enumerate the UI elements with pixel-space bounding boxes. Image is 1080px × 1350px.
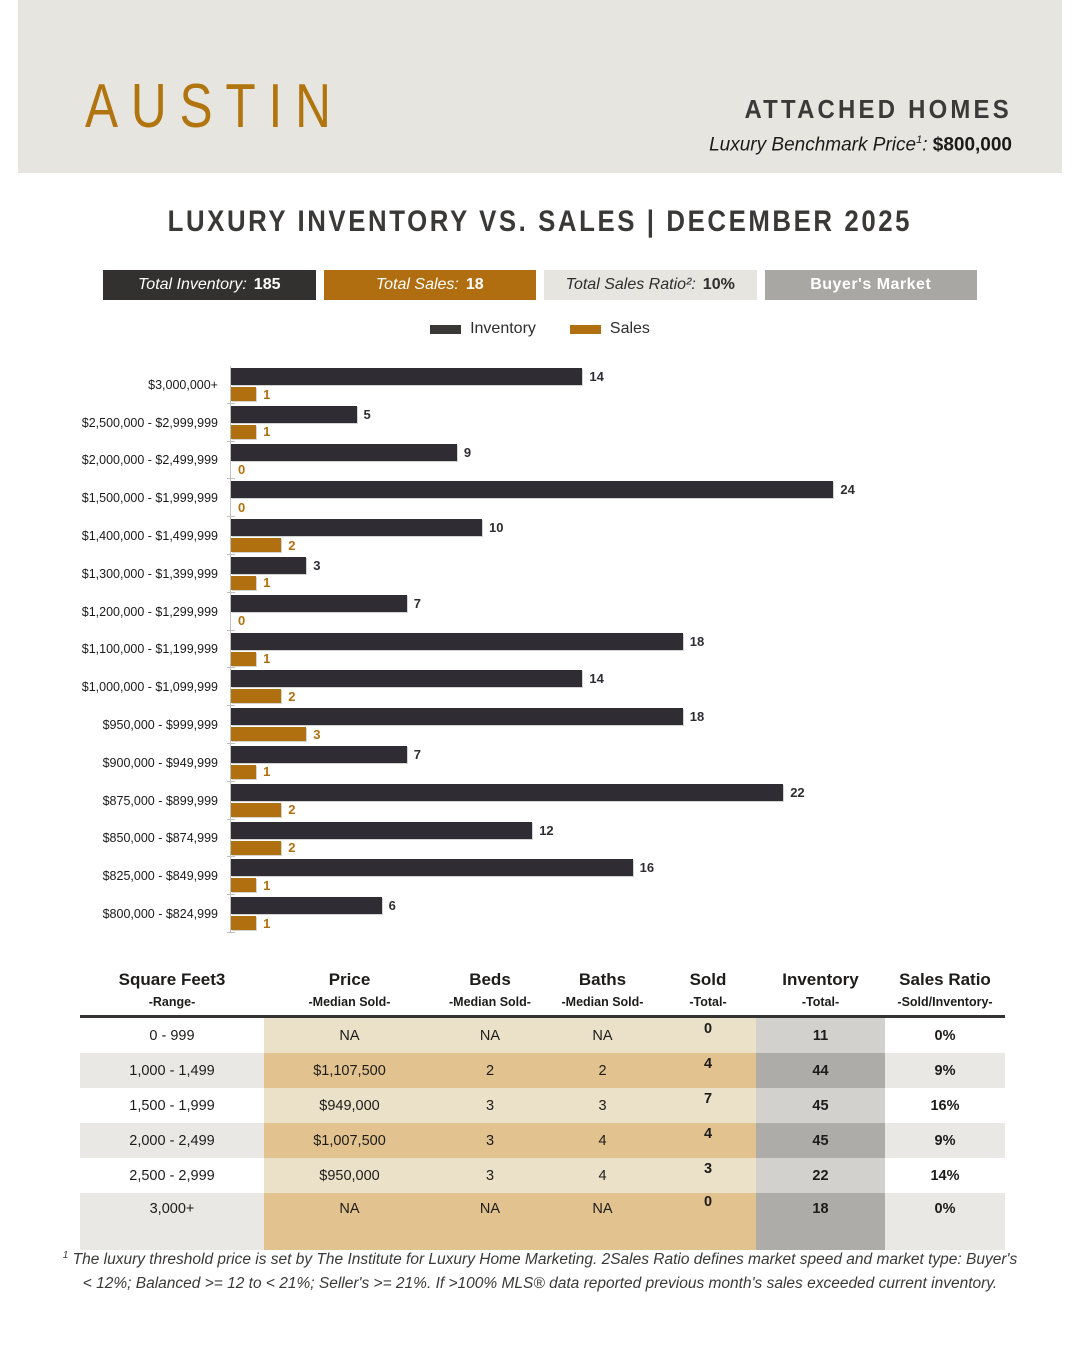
legend-swatch-icon <box>430 325 461 334</box>
table-cell <box>435 1053 545 1088</box>
table-row <box>80 1158 1005 1193</box>
inventory-bar-line <box>231 859 1080 876</box>
table-cell-value: NA <box>592 1027 613 1044</box>
table-cell-value: NA <box>592 1201 613 1217</box>
inventory-bar-line <box>231 708 1080 725</box>
table-cell <box>264 1158 435 1193</box>
sales-value-label: 2 <box>288 537 296 553</box>
stat-badge-value: 18 <box>465 276 484 293</box>
sales-bar <box>231 425 256 439</box>
table-cell <box>885 1053 1005 1088</box>
inventory-value-label: 12 <box>539 822 554 838</box>
inventory-bar-line <box>231 519 1080 536</box>
table-cell <box>756 1193 885 1250</box>
inventory-bar <box>231 633 683 650</box>
table-cell <box>545 1193 660 1250</box>
table-cell <box>435 1158 545 1193</box>
legend-item <box>570 320 650 338</box>
table-cell <box>660 1053 756 1088</box>
sales-bar-line <box>231 576 1080 590</box>
chart-bars <box>230 517 1080 555</box>
sales-bar <box>231 727 306 741</box>
sales-bar-line <box>231 878 1080 892</box>
table-cell-value: NA <box>479 1027 501 1044</box>
sales-bar-line <box>231 652 1080 666</box>
chart-category-label: $800,000 - $824,999 <box>102 907 218 922</box>
inventory-bar <box>231 557 306 574</box>
table-row <box>80 1123 1005 1158</box>
benchmark-value: $800,000 <box>932 134 1012 156</box>
chart-category-row <box>0 631 1080 669</box>
inventory-bar-line <box>231 406 1080 423</box>
table-cell-value: 4 <box>703 1125 713 1142</box>
inventory-bar <box>231 595 407 612</box>
sales-value-label: 0 <box>238 462 246 478</box>
city-logo: AUSTIN <box>85 72 344 141</box>
sales-bar <box>231 841 281 855</box>
sales-value-label: 1 <box>263 877 271 893</box>
sales-bar <box>231 576 256 590</box>
table-cell-value: 0% <box>934 1027 956 1044</box>
table-cell <box>545 1018 660 1053</box>
inventory-value-label: 24 <box>840 482 855 498</box>
chart-category-row <box>0 782 1080 820</box>
sales-bar <box>231 387 256 401</box>
table-cell <box>435 1018 545 1053</box>
stat-badge-label: Total Inventory: <box>137 276 247 293</box>
chart-category-label: $1,200,000 - $1,299,999 <box>81 604 218 619</box>
table-cell-value: 16% <box>930 1097 960 1114</box>
footnote-text: The luxury threshold price is set by The Institute for Luxury Home Marketing. 2Sales Ratio defines market speed and market type: Buyer's < 12%; Balanced >= 12 to < 21%; Seller's >= 21%. If >100% MLS® data reported previous month's sales exceeded current inventory. <box>68 1251 1018 1293</box>
footnote <box>60 1248 1020 1296</box>
sales-value-label: 0 <box>238 613 246 629</box>
table-row <box>80 1053 1005 1088</box>
inventory-value-label: 14 <box>589 671 604 687</box>
sales-value-label: 1 <box>263 915 271 931</box>
chart-category-row <box>0 857 1080 895</box>
sales-value-label: 1 <box>263 424 271 440</box>
chart-category-row <box>0 744 1080 782</box>
sales-bar-line <box>231 387 1080 401</box>
stat-badge-value: 10% <box>702 276 735 293</box>
table-cell-value: NA <box>339 1027 360 1044</box>
sales-value-label: 1 <box>263 575 271 591</box>
chart-bars <box>230 744 1080 782</box>
table-row <box>80 1193 1005 1250</box>
table-header-subtitle: -Median Sold- <box>449 995 531 1009</box>
table-cell-value: 11 <box>812 1027 829 1044</box>
chart-category-label: $875,000 - $899,999 <box>102 793 218 808</box>
sales-value-label: 1 <box>263 651 271 667</box>
chart-category-row <box>0 404 1080 442</box>
chart-category-label: $2,500,000 - $2,999,999 <box>81 415 218 430</box>
table-cell-value: $949,000 <box>319 1097 380 1114</box>
inventory-bar <box>231 481 833 498</box>
table-cell <box>660 1088 756 1123</box>
table-cell-value: 3 <box>703 1160 713 1177</box>
sales-value-label: 3 <box>313 726 321 742</box>
inventory-value-label: 7 <box>413 746 421 762</box>
inventory-value-label: 6 <box>388 898 396 914</box>
inventory-bar-line <box>231 633 1080 650</box>
chart-category-label: $1,100,000 - $1,199,999 <box>81 642 218 657</box>
table-cell <box>756 1053 885 1088</box>
table-cell <box>264 1053 435 1088</box>
chart-category-label: $1,500,000 - $1,999,999 <box>81 491 218 506</box>
table-cell <box>545 1158 660 1193</box>
table-cell <box>756 1158 885 1193</box>
table-header-subtitle: -Median Sold- <box>308 995 391 1009</box>
table-header-cell <box>80 966 264 1009</box>
sales-bar-line <box>231 500 1080 514</box>
chart-bars <box>230 593 1080 631</box>
inventory-bar-line <box>231 670 1080 687</box>
table-cell <box>756 1123 885 1158</box>
inventory-bar-line <box>231 444 1080 461</box>
table-cell <box>885 1018 1005 1053</box>
table-cell <box>885 1088 1005 1123</box>
sales-value-label: 0 <box>238 499 246 515</box>
title-wrap <box>0 205 1080 239</box>
table-cell-value: 2 <box>485 1062 495 1079</box>
table-cell-value: 22 <box>812 1167 829 1184</box>
table-cell <box>756 1018 885 1053</box>
table-cell-value: $1,007,500 <box>313 1132 386 1149</box>
chart-category-label: $825,000 - $849,999 <box>102 869 218 884</box>
sales-bar-line <box>231 425 1080 439</box>
table-cell <box>660 1018 756 1053</box>
table-cell-value: 4 <box>598 1167 607 1184</box>
chart-category-row <box>0 555 1080 593</box>
table-cell-value: 0 <box>703 1020 713 1037</box>
table-cell <box>885 1158 1005 1193</box>
inventory-bar-line <box>231 481 1080 498</box>
stat-badge <box>544 270 757 300</box>
table-cell <box>80 1158 264 1193</box>
table-cell-value: 3,000+ <box>149 1201 195 1217</box>
table-row <box>80 1088 1005 1123</box>
table-cell <box>264 1088 435 1123</box>
table-row <box>80 1018 1005 1053</box>
sales-bar-line <box>231 803 1080 817</box>
sales-bar-line <box>231 765 1080 779</box>
table-cell <box>435 1123 545 1158</box>
table-cell <box>264 1018 435 1053</box>
table-cell-value: 3 <box>485 1097 495 1114</box>
chart-category-row <box>0 366 1080 404</box>
table-cell <box>545 1053 660 1088</box>
chart-bars <box>230 442 1080 480</box>
table-header-cell <box>756 966 885 1009</box>
table-cell-value: 4 <box>598 1132 607 1149</box>
inventory-bar-line <box>231 746 1080 763</box>
stat-badge <box>765 270 978 300</box>
inventory-bar-line <box>231 822 1080 839</box>
chart-bars <box>230 555 1080 593</box>
inventory-value-label: 16 <box>639 860 655 876</box>
sales-bar-line <box>231 614 1080 628</box>
table-cell-value: 0% <box>934 1201 956 1217</box>
chart-bars <box>230 857 1080 895</box>
table-cell-value: 1,500 - 1,999 <box>129 1097 215 1114</box>
sales-bar-line <box>231 689 1080 703</box>
table-cell-value: 45 <box>812 1097 829 1114</box>
stat-badge <box>103 270 316 300</box>
inventory-value-label: 18 <box>689 709 705 725</box>
sales-bar <box>231 803 281 817</box>
sales-bar <box>231 689 281 703</box>
chart-bars <box>230 820 1080 858</box>
inventory-bar <box>231 784 783 801</box>
chart-bars <box>230 479 1080 517</box>
chart-bars <box>230 782 1080 820</box>
legend-label: Sales <box>609 320 650 337</box>
chart-category-row <box>0 820 1080 858</box>
inventory-bar <box>231 444 457 461</box>
inventory-bar <box>231 519 482 536</box>
table-cell-value: 3 <box>485 1167 495 1184</box>
chart-bars <box>230 668 1080 706</box>
table-header-cell <box>660 966 756 1009</box>
table-cell <box>80 1088 264 1123</box>
table-header-row <box>80 966 1005 1018</box>
chart-category-label: $2,000,000 - $2,499,999 <box>81 453 218 468</box>
chart-category-label: $1,000,000 - $1,099,999 <box>81 680 218 695</box>
table-cell-value: 9% <box>934 1132 956 1149</box>
sales-bar-line <box>231 538 1080 552</box>
sales-bar-line <box>231 463 1080 477</box>
table-cell <box>80 1193 264 1250</box>
table-cell <box>264 1123 435 1158</box>
chart-bars <box>230 706 1080 744</box>
benchmark-footnote-marker: 1 <box>916 134 923 146</box>
sales-bar-line <box>231 916 1080 930</box>
stat-badges <box>103 270 977 300</box>
inventory-bar <box>231 897 382 914</box>
chart-category-row <box>0 668 1080 706</box>
table-header-cell <box>435 966 545 1009</box>
inventory-bar <box>231 708 683 725</box>
summary-table <box>80 966 1005 1250</box>
sales-bar <box>231 916 256 930</box>
table-cell <box>885 1193 1005 1250</box>
chart-category-label: $1,300,000 - $1,399,999 <box>81 566 218 581</box>
chart-category-label: $850,000 - $874,999 <box>102 831 218 846</box>
stat-badge-label: Buyer's Market <box>810 276 932 293</box>
chart-category-label: $900,000 - $949,999 <box>102 755 218 770</box>
table-cell <box>435 1193 545 1250</box>
table-cell <box>545 1088 660 1123</box>
sales-value-label: 2 <box>288 840 296 856</box>
footnote-marker: 1 <box>62 1250 69 1261</box>
table-header-subtitle: -Total- <box>689 995 727 1009</box>
table-cell-value: 18 <box>812 1201 829 1217</box>
segment-title: ATTACHED HOMES <box>744 94 1012 124</box>
inventory-value-label: 10 <box>489 520 504 536</box>
benchmark-label: Luxury Benchmark Price <box>709 134 917 156</box>
table-cell <box>545 1123 660 1158</box>
table-header-subtitle: -Median Sold- <box>561 995 644 1009</box>
sales-bar <box>231 652 256 666</box>
stat-badge-label: Total Sales Ratio²: <box>565 276 696 293</box>
table-cell-value: 2 <box>598 1062 607 1079</box>
inventory-bar <box>231 368 582 385</box>
page-title: LUXURY INVENTORY VS. SALES | DECEMBER 2025 <box>167 205 913 238</box>
sales-value-label: 1 <box>263 386 271 402</box>
stat-badge-value: 185 <box>253 276 281 293</box>
table-cell-value: 9% <box>934 1062 956 1079</box>
chart-category-row <box>0 517 1080 555</box>
table-cell-value: 0 - 999 <box>149 1027 195 1044</box>
sales-bar-line <box>231 841 1080 855</box>
table-header-title: Baths <box>578 970 627 989</box>
sales-bar-line <box>231 727 1080 741</box>
table-cell <box>80 1053 264 1088</box>
chart-category-row <box>0 706 1080 744</box>
table-cell-value: 2,500 - 2,999 <box>129 1167 215 1184</box>
table-cell-value: $950,000 <box>319 1167 380 1184</box>
chart-category-row <box>0 895 1080 933</box>
chart-bars <box>230 404 1080 442</box>
inventory-bar <box>231 746 407 763</box>
table-cell-value: 14% <box>930 1167 960 1184</box>
table-cell-value: 2,000 - 2,499 <box>129 1132 215 1149</box>
table-body <box>80 1018 1005 1250</box>
sales-value-label: 1 <box>263 764 271 780</box>
table-header-title: Square Feet3 <box>118 970 226 989</box>
inventory-bar <box>231 406 357 423</box>
table-cell <box>885 1123 1005 1158</box>
chart-category-row <box>0 479 1080 517</box>
table-cell-value: 1,000 - 1,499 <box>129 1062 215 1079</box>
header-right <box>709 94 1012 156</box>
inventory-value-label: 7 <box>413 595 421 611</box>
inventory-bar-line <box>231 595 1080 612</box>
legend-label: Inventory <box>470 320 536 337</box>
chart-legend <box>0 320 1080 338</box>
benchmark-separator: : <box>922 134 933 156</box>
inventory-value-label: 3 <box>313 557 321 573</box>
table-header-title: Sales Ratio <box>899 970 991 989</box>
inventory-value-label: 22 <box>790 784 805 800</box>
table-cell-value: 3 <box>485 1132 495 1149</box>
table-cell-value: $1,107,500 <box>313 1062 386 1079</box>
sales-value-label: 2 <box>288 688 296 704</box>
table-cell <box>756 1088 885 1123</box>
table-cell <box>264 1193 435 1250</box>
inventory-bar-line <box>231 897 1080 914</box>
chart-bars <box>230 895 1080 933</box>
chart-category-label: $950,000 - $999,999 <box>102 718 218 733</box>
chart-category-row <box>0 593 1080 631</box>
legend-swatch-icon <box>570 325 601 334</box>
table-header-title: Price <box>328 970 371 989</box>
chart-category-label: $3,000,000+ <box>148 377 218 392</box>
table-cell <box>660 1193 756 1250</box>
benchmark-price <box>709 134 1012 156</box>
legend-item <box>430 320 536 338</box>
table-header-cell <box>545 966 660 1009</box>
table-header-title: Sold <box>689 970 727 989</box>
inventory-vs-sales-bar-chart <box>0 366 1080 933</box>
table-cell-value: 44 <box>812 1062 829 1079</box>
table-cell <box>80 1123 264 1158</box>
inventory-value-label: 14 <box>589 369 604 384</box>
stat-badge-label: Total Sales: <box>375 276 459 293</box>
table-cell-value: 45 <box>812 1132 829 1149</box>
table-header-title: Inventory <box>782 970 859 989</box>
chart-bars <box>230 366 1080 404</box>
table-cell-value: 7 <box>703 1090 713 1107</box>
inventory-bar <box>231 859 633 876</box>
sales-bar <box>231 538 281 552</box>
inventory-value-label: 18 <box>689 633 705 649</box>
chart-category-row <box>0 442 1080 480</box>
table-header-title: Beds <box>469 970 511 989</box>
table-header-subtitle: -Sold/Inventory- <box>897 995 993 1009</box>
sales-value-label: 2 <box>288 802 296 818</box>
header-band <box>18 0 1062 173</box>
table-cell <box>660 1158 756 1193</box>
table-cell <box>80 1018 264 1053</box>
table-cell-value: 4 <box>703 1055 713 1072</box>
table-cell-value: NA <box>479 1201 501 1217</box>
sales-bar <box>231 765 256 779</box>
sales-bar <box>231 878 256 892</box>
table-header-subtitle: -Range- <box>148 995 196 1009</box>
table-header-cell <box>264 966 435 1009</box>
table-cell-value: 0 <box>703 1194 713 1210</box>
inventory-value-label: 5 <box>363 406 371 422</box>
table-cell-value: 3 <box>598 1097 607 1114</box>
inventory-bar <box>231 670 582 687</box>
chart-bars <box>230 631 1080 669</box>
table-header-subtitle: -Total- <box>801 995 840 1009</box>
chart-category-label: $1,400,000 - $1,499,999 <box>81 529 218 544</box>
table-cell <box>660 1123 756 1158</box>
inventory-bar <box>231 822 532 839</box>
inventory-value-label: 9 <box>463 444 472 460</box>
inventory-bar-line <box>231 784 1080 801</box>
inventory-bar-line <box>231 368 1080 385</box>
inventory-bar-line <box>231 557 1080 574</box>
table-cell <box>435 1088 545 1123</box>
table-cell-value: NA <box>339 1201 360 1217</box>
table-header-cell <box>885 966 1005 1009</box>
stat-badge <box>324 270 537 300</box>
